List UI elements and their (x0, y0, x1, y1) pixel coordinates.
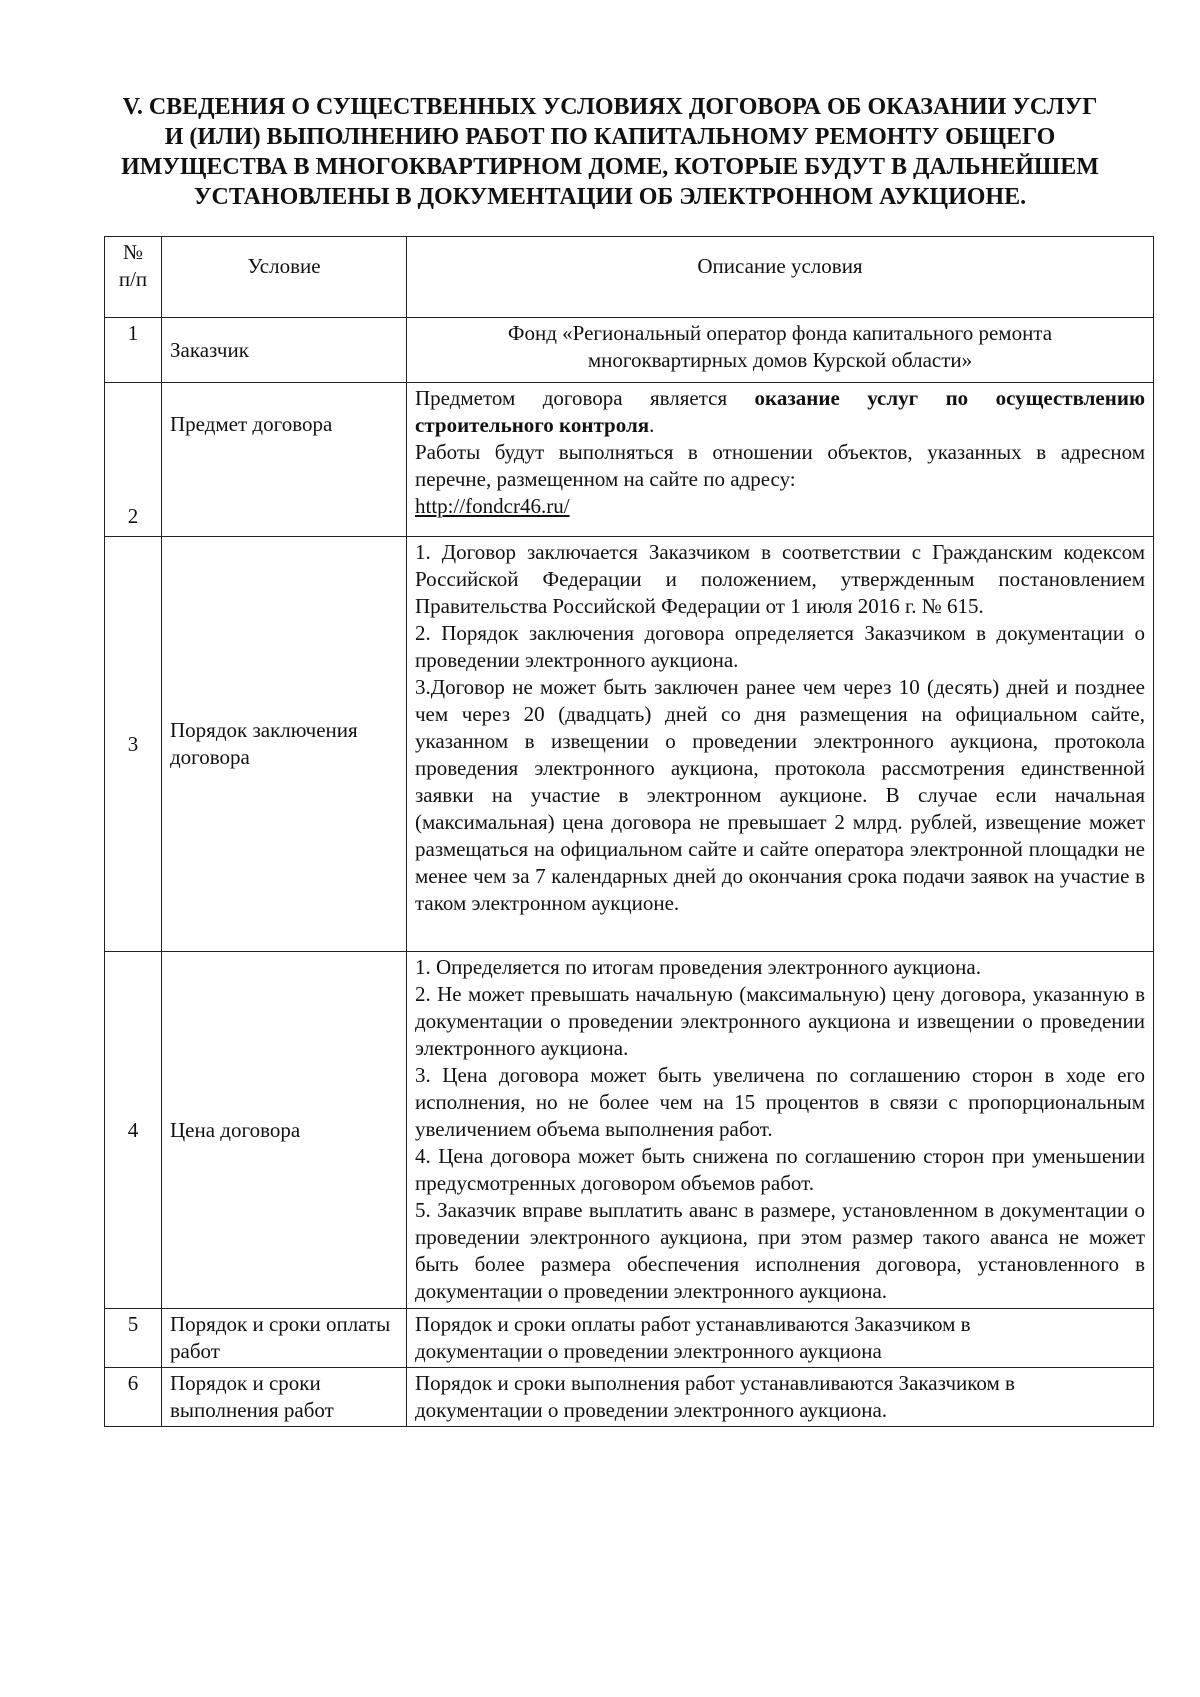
description-bold-end: . (649, 413, 655, 437)
row-description (407, 952, 1154, 1309)
table-row (105, 1309, 1154, 1368)
row-condition: Порядок и сроки оплаты работ (162, 1309, 407, 1368)
description-paragraph: Работы будут выполняться в отношении объектов, указанных в адресном перечне, размещенном на сайте по адресу: (415, 440, 1145, 491)
row-number: 6 (105, 1368, 162, 1427)
table-header-row (105, 237, 1154, 318)
description-paragraph (415, 493, 1145, 520)
description-paragraph: 2. Не может превышать начальную (максимальную) цену договора, указанную в документации о проведении электронного аукциона и извещении о проведении электронного аукциона. (415, 982, 1145, 1060)
row-number: 3 (105, 537, 162, 952)
description-paragraph: 5. Заказчик вправе выплатить аванс в размере, установленном в документации о проведении электронного аукциона, при этом размер такого аванса не может быть более размера обеспечения исполнения договора, установленного в документации о проведении электронного аукциона. (415, 1198, 1145, 1303)
title-line: V. СВЕДЕНИЯ О СУЩЕСТВЕННЫХ УСЛОВИЯХ ДОГОВОРА ОБ ОКАЗАНИИ УСЛУГ (122, 94, 1098, 120)
title-line: УСТАНОВЛЕНЫ В ДОКУМЕНТАЦИИ ОБ ЭЛЕКТРОННОМ АУКЦИОНЕ. (193, 184, 1027, 210)
row-description (407, 537, 1154, 952)
header-number-abbr: п/п (118, 267, 148, 291)
row-number: 4 (105, 952, 162, 1309)
conditions-table (104, 236, 1154, 1427)
row-condition: Порядок и сроки выполнения работ (162, 1368, 407, 1427)
row-number: 5 (105, 1309, 162, 1368)
row-number: 2 (105, 383, 162, 537)
header-number-symbol: № (122, 240, 144, 264)
table-row (105, 537, 1154, 952)
table-row (105, 952, 1154, 1309)
header-description: Описание условия (407, 237, 1154, 318)
description-line: документации о проведении электронного аукциона (415, 1339, 882, 1363)
row-description (407, 318, 1154, 383)
description-paragraph: 1. Определяется по итогам проведения электронного аукциона. (415, 955, 981, 979)
title-line: И (ИЛИ) ВЫПОЛНЕНИЮ РАБОТ ПО КАПИТАЛЬНОМУ РЕМОНТУ ОБЩЕГО (164, 124, 1056, 150)
description-intro: Предметом договора является (415, 386, 728, 410)
title-line: ИМУЩЕСТВА В МНОГОКВАРТИРНОМ ДОМЕ, КОТОРЫЕ БУДУТ В ДАЛЬНЕЙШЕМ (121, 154, 1099, 180)
description-paragraph: 3.Договор не может быть заключен ранее чем через 10 (десять) дней и позднее чем через 20 (двадцать) дней со дня размещения на официальном сайте, указанном в извещении о проведении электронного аукциона, протокола проведения электронного аукциона, протокола рассмотрения единственной заявки на участие в электронном аукционе. В случае если начальная (максимальная) цена договора не превышает 2 млрд. рублей, извещение может размещаться на официальном сайте и сайте оператора электронной площадки не менее чем за 7 календарных дней до окончания срока подачи заявок на участие в таком электронном аукционе. (415, 675, 1145, 915)
description-paragraph: 1. Договор заключается Заказчиком в соответствии с Гражданским кодексом Российской Федерации и положением, утвержденным постановлением Правительства Российской Федерации от 1 июля 2016 г. № 615. (415, 540, 1145, 618)
description-line: Фонд «Региональный оператор фонда капитального ремонта (507, 321, 1053, 345)
description-paragraph: 4. Цена договора может быть снижена по соглашению сторон при уменьшении предусмотренных договором объемов работ. (415, 1144, 1145, 1195)
description-line: многоквартирных домов Курской области» (587, 348, 973, 372)
row-description (407, 1368, 1154, 1427)
description-paragraph: 3. Цена договора может быть увеличена по соглашению сторон в ходе его исполнения, но не более чем на 15 процентов в связи с пропорциональным увеличением объема выполнения работ. (415, 1063, 1145, 1141)
row-condition: Порядок заключения договора (162, 537, 407, 952)
row-condition: Цена договора (162, 952, 407, 1309)
table-row (105, 383, 1154, 537)
description-line: документации о проведении электронного аукциона. (415, 1398, 888, 1422)
row-description (407, 1309, 1154, 1368)
row-condition: Заказчик (162, 318, 407, 383)
description-line: Порядок и сроки выполнения работ устанавливаются Заказчиком в (415, 1371, 1015, 1395)
table-row (105, 1368, 1154, 1427)
row-description (407, 383, 1154, 537)
document-title (110, 92, 1110, 212)
description-paragraph (415, 385, 1145, 439)
description-paragraph: 2. Порядок заключения договора определяется Заказчиком в документации о проведении электронного аукциона. (415, 621, 1145, 672)
description-bold: оказание услуг по осуществлению строительного контроля (415, 386, 1145, 437)
description-line: Порядок и сроки оплаты работ устанавливаются Заказчиком в (415, 1312, 971, 1336)
header-condition: Условие (162, 237, 407, 318)
header-number (105, 237, 162, 318)
table-row (105, 318, 1154, 383)
site-link[interactable]: http://fondcr46.ru/ (415, 494, 570, 518)
row-condition: Предмет договора (162, 383, 407, 537)
row-number: 1 (105, 318, 162, 383)
